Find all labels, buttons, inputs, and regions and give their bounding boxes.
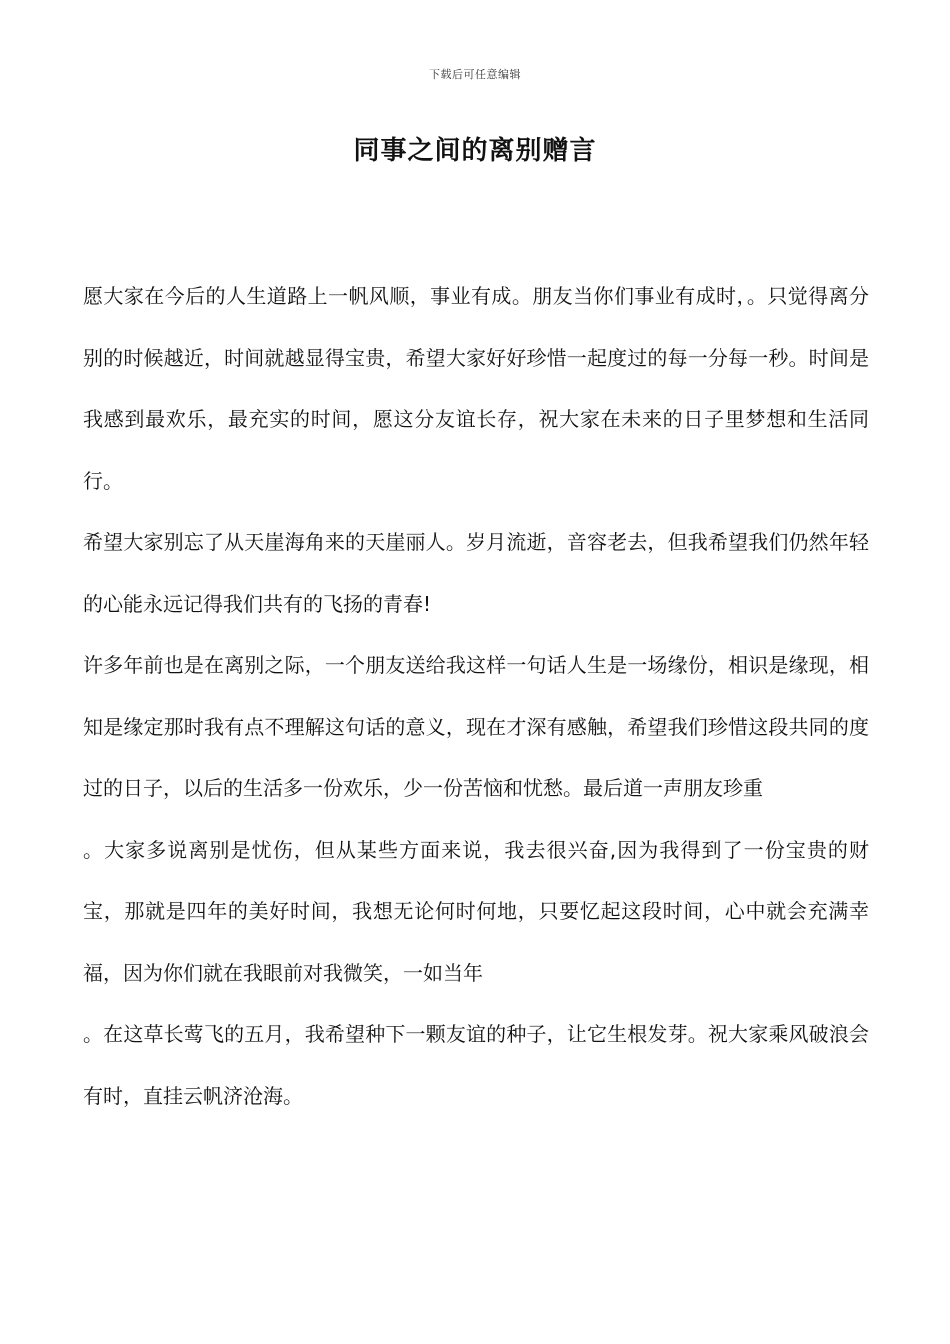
paragraph-3: 许多年前也是在离别之际，一个朋友送给我这样一句话人生是一场缘份，相识是缘现，相知是缘定那时我有点不理解这句话的意义，现在才深有感触，希望我们珍惜这段共同的度过的日子，以后的生活多一份欢乐，少一份苦恼和忧愁。最后道一声朋友珍重: [83, 653, 869, 800]
paragraph-2: 希望大家别忘了从天崖海角来的天崖丽人。岁月流逝，音容老去，但我希望我们仍然年轻的心能永远记得我们共有的飞扬的青春!: [83, 530, 869, 616]
document-title: 同事之间的离别赠言: [353, 136, 597, 166]
paragraph-5: 。在这草长莺飞的五月，我希望种下一颗友谊的种子，让它生根发芽。祝大家乘风破浪会有时，直挂云帆济沧海。: [83, 1022, 869, 1108]
header-note: 下载后可任意编辑: [429, 68, 521, 81]
document-body: [83, 266, 869, 1127]
paragraph-4: 。大家多说离别是忧伤，但从某些方面来说，我去很兴奋,因为我得到了一份宝贵的财宝，那就是四年的美好时间，我想无论何时何地，只要忆起这段时间，心中就会充满幸福，因为你们就在我眼前对我微笑，一如当年: [83, 837, 869, 985]
paragraph-1: 愿大家在今后的人生道路上一帆风顺，事业有成。朋友当你们事业有成时，。只觉得离分别的时候越近，时间就越显得宝贵，希望大家好好珍惜一起度过的每一分每一秒。时间是我感到最欢乐，最充实的时间，愿这分友谊长存，祝大家在未来的日子里梦想和生活同行。: [83, 284, 869, 493]
